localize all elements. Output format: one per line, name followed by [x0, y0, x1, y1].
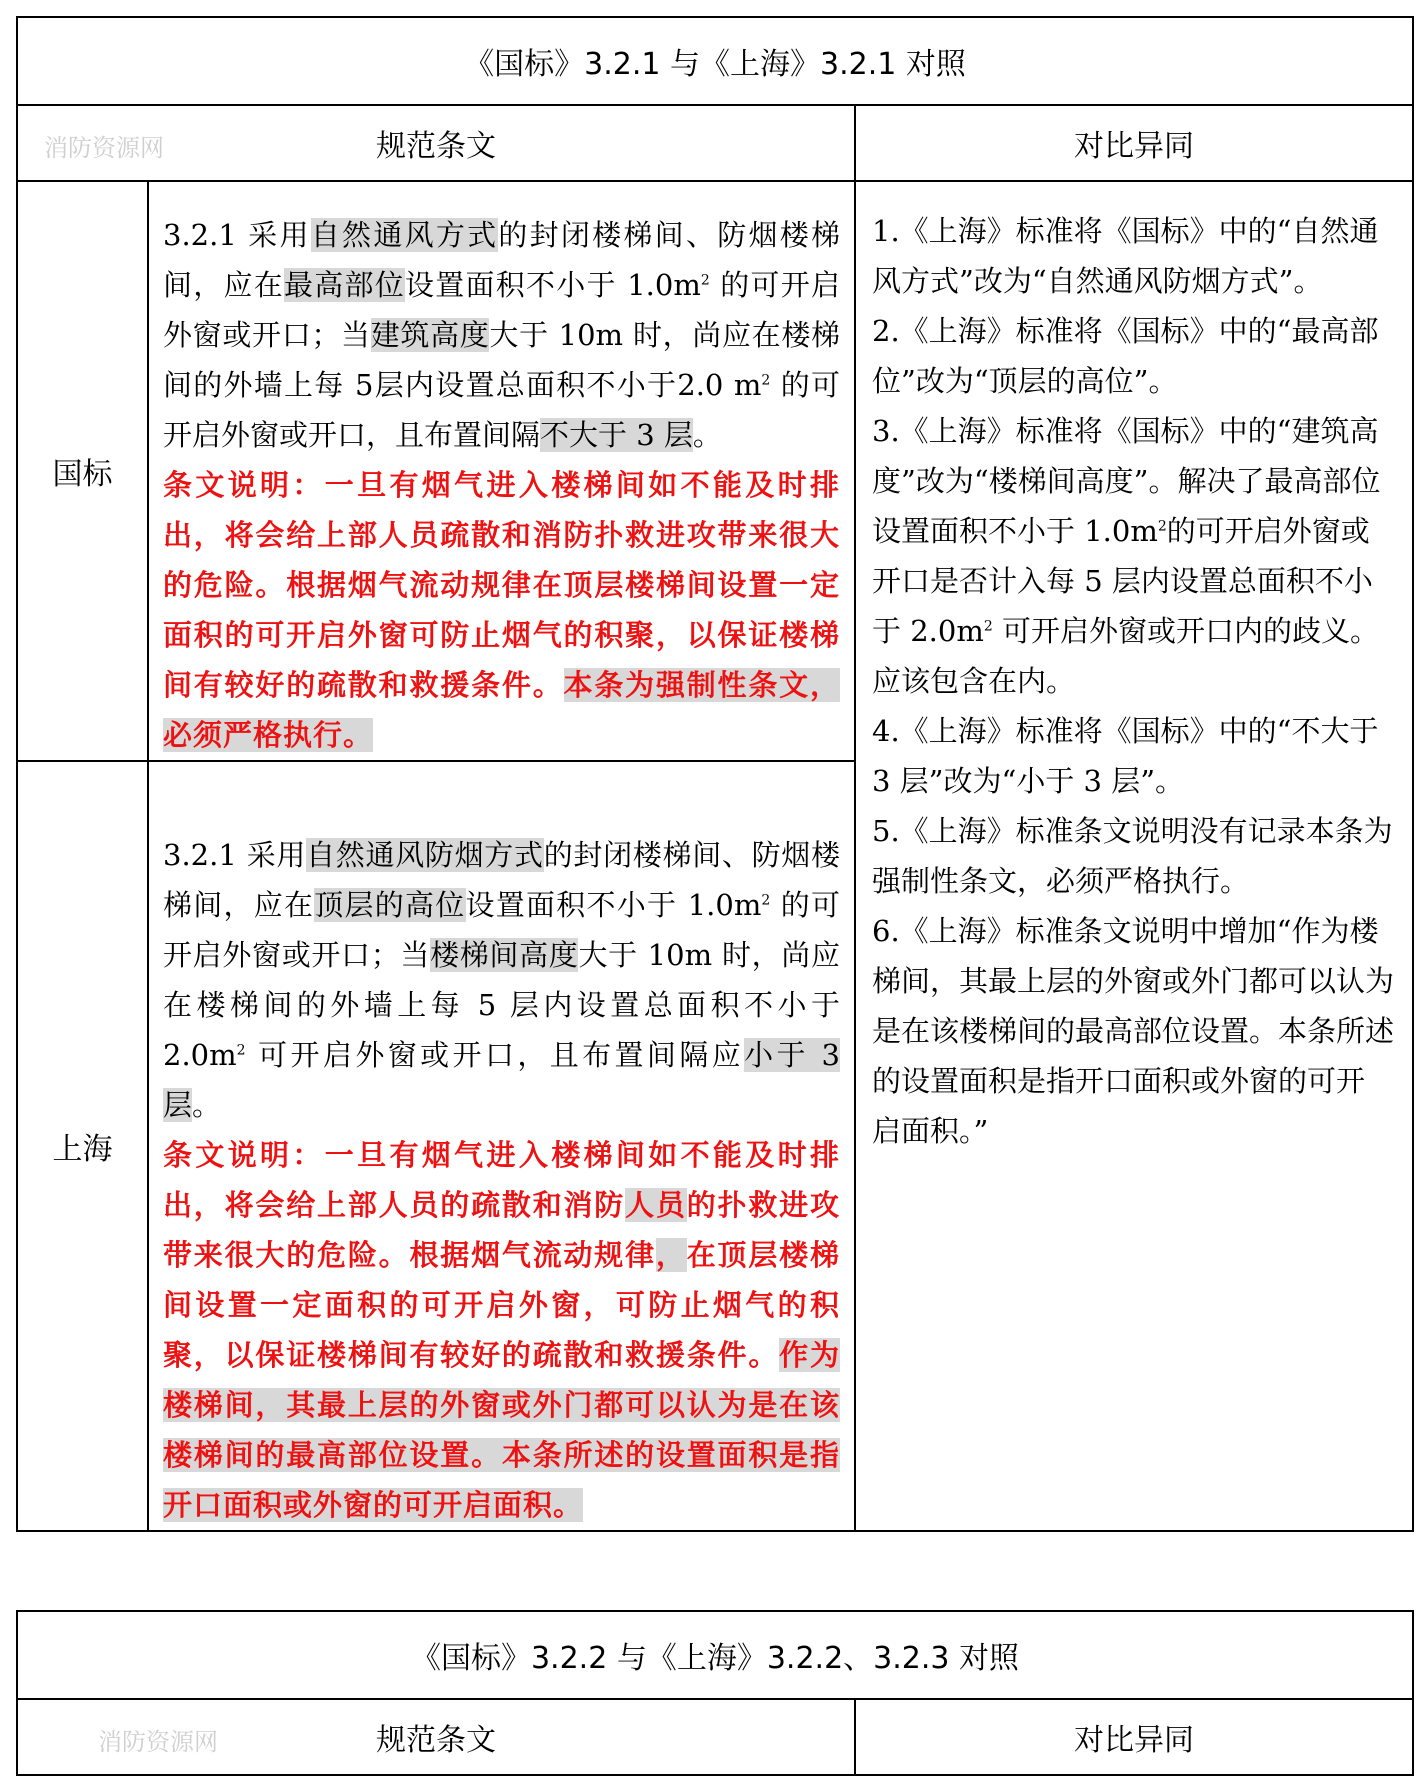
clause-explanation-highlight: 本条为强制性条文，必须严格执行。: [163, 668, 840, 752]
shanghai-clause: 3.2.1 采用自然通风防烟方式的封闭楼梯间、防烟楼梯间，应在顶层的高位设置面积不小于 $1.0m^2$ 的可开启外窗或开口；当楼梯间高度大于 10m 时，尚应在楼梯间的外墙上每 5 层内设置总面积不小于 $2.0m^2$ 可开启外窗或开口，且布置间隔应小于 3 层。 条文说明：一旦有烟气进入楼梯间如不能及时排出，将会给上部人员的疏散和消防人员的扑救进攻带来很大的危险。根据烟气流动规律，在顶层楼梯间设置一定面积的可开启外窗，可防止烟气的积聚，以保证楼梯间有较好的疏散和救援条件。作为楼梯间，其最上层的外窗或外门都可以认为是在该楼梯间的最高部位设置。本条所述的设置面积是指开口面积或外窗的可开启面积。: [148, 761, 855, 1531]
diff-item-2: 2.《上海》标准将《国标》中的“最高部位”改为“顶层的高位”。: [872, 314, 1379, 398]
row-label-shanghai: 上海: [17, 761, 148, 1531]
comparison-table-1: [16, 16, 1414, 1532]
comparison-table-2: [16, 1610, 1414, 1776]
watermark: 消防资源网: [44, 134, 164, 162]
clause-explanation: 条文说明：一旦有烟气进入楼梯间如不能及时排出，将会给上部人员的疏散和消防: [163, 1138, 840, 1222]
clause-explanation: 条文说明：一旦有烟气进入楼梯间如不能及时排出，将会给上部人员疏散和消防扑救进攻带来很大的危险。根据烟气流动规律在顶层楼梯间设置一定面积的可开启外窗可防止烟气的积聚，以保证楼梯间有较好的疏散和救援条件。: [163, 468, 840, 702]
highlight: 建筑高度: [370, 318, 490, 352]
clause-explanation-highlight: 作为楼梯间，其最上层的外窗或外门都可以认为是在该楼梯间的最高部位设置。本条所述的设置面积是指开口面积或外窗的可开启面积。: [163, 1338, 840, 1522]
differences-cell: [855, 181, 1413, 1531]
column-header-clause-label: 规范条文: [376, 129, 496, 164]
highlight: 不大于 3 层: [540, 418, 693, 452]
highlight: 顶层的高位: [314, 888, 466, 922]
guobiao-clause: 3.2.1 采用自然通风方式的封闭楼梯间、防烟楼梯间，应在最高部位设置面积不小于 $1.0m^2$ 的可开启外窗或开口；当建筑高度大于 10m 时，尚应在楼梯间的外墙上每 5层内设置总面积不小于2.0 $m^2$ 的可开启外窗或开口，且布置间隔不大于 3 层。 条文说明：一旦有烟气进入楼梯间如不能及时排出，将会给上部人员疏散和消防扑救进攻带来很大的危险。根据烟气流动规律在顶层楼梯间设置一定面积的可开启外窗可防止烟气的积聚，以保证楼梯间有较好的疏散和救援条件。本条为强制性条文，必须严格执行。: [148, 181, 855, 761]
diff-item-1: 1.《上海》标准将《国标》中的“自然通风方式”改为“自然通风防烟方式”。: [872, 214, 1379, 298]
table-title: 《国标》3.2.2 与《上海》3.2.2、3.2.3 对照: [17, 1611, 1413, 1699]
clause-explanation-highlight: ，: [655, 1238, 687, 1272]
highlight: 小于 3 层: [163, 1038, 840, 1122]
diff-item-5: 5.《上海》标准条文说明没有记录本条为强制性条文，必须严格执行。: [872, 814, 1393, 898]
column-header-diff: 对比异同: [855, 1699, 1413, 1775]
clause-explanation-highlight: 人员: [625, 1188, 687, 1222]
highlight: 楼梯间高度: [430, 938, 579, 972]
diff-item-4: 4.《上海》标准将《国标》中的“不大于 3 层”改为“小于 3 层”。: [872, 714, 1379, 798]
row-label-guobiao: 国标: [17, 181, 148, 761]
diff-item-6: 6.《上海》标准条文说明中增加“作为楼梯间，其最上层的外窗或外门都可以认为是在该楼梯间的最高部位设置。本条所述的设置面积是指开口面积或外窗的可开 启面积。”: [872, 914, 1395, 1148]
column-header-clause: [17, 105, 855, 181]
table-title: 《国标》3.2.1 与《上海》3.2.1 对照: [17, 17, 1413, 105]
watermark: 消防资源网: [98, 1728, 218, 1756]
diff-item-3: 3.《上海》标准将《国标》中的“建筑高度”改为“楼梯间高度”。解决了最高部位设置面积不小于 $1.0m^2$的可开启外窗或开口是否计入每 5 层内设置总面积不小于 $2.0m^2$ 可开启外窗或开口内的歧义。应该包含在内。: [872, 414, 1381, 698]
column-header-diff: 对比异同: [855, 105, 1413, 181]
highlight: 自然通风方式: [310, 218, 499, 252]
highlight: 最高部位: [284, 268, 405, 302]
highlight: 自然通风防烟方式: [306, 838, 544, 872]
column-header-clause-label: 规范条文: [376, 1723, 496, 1758]
column-header-clause: [17, 1699, 855, 1775]
